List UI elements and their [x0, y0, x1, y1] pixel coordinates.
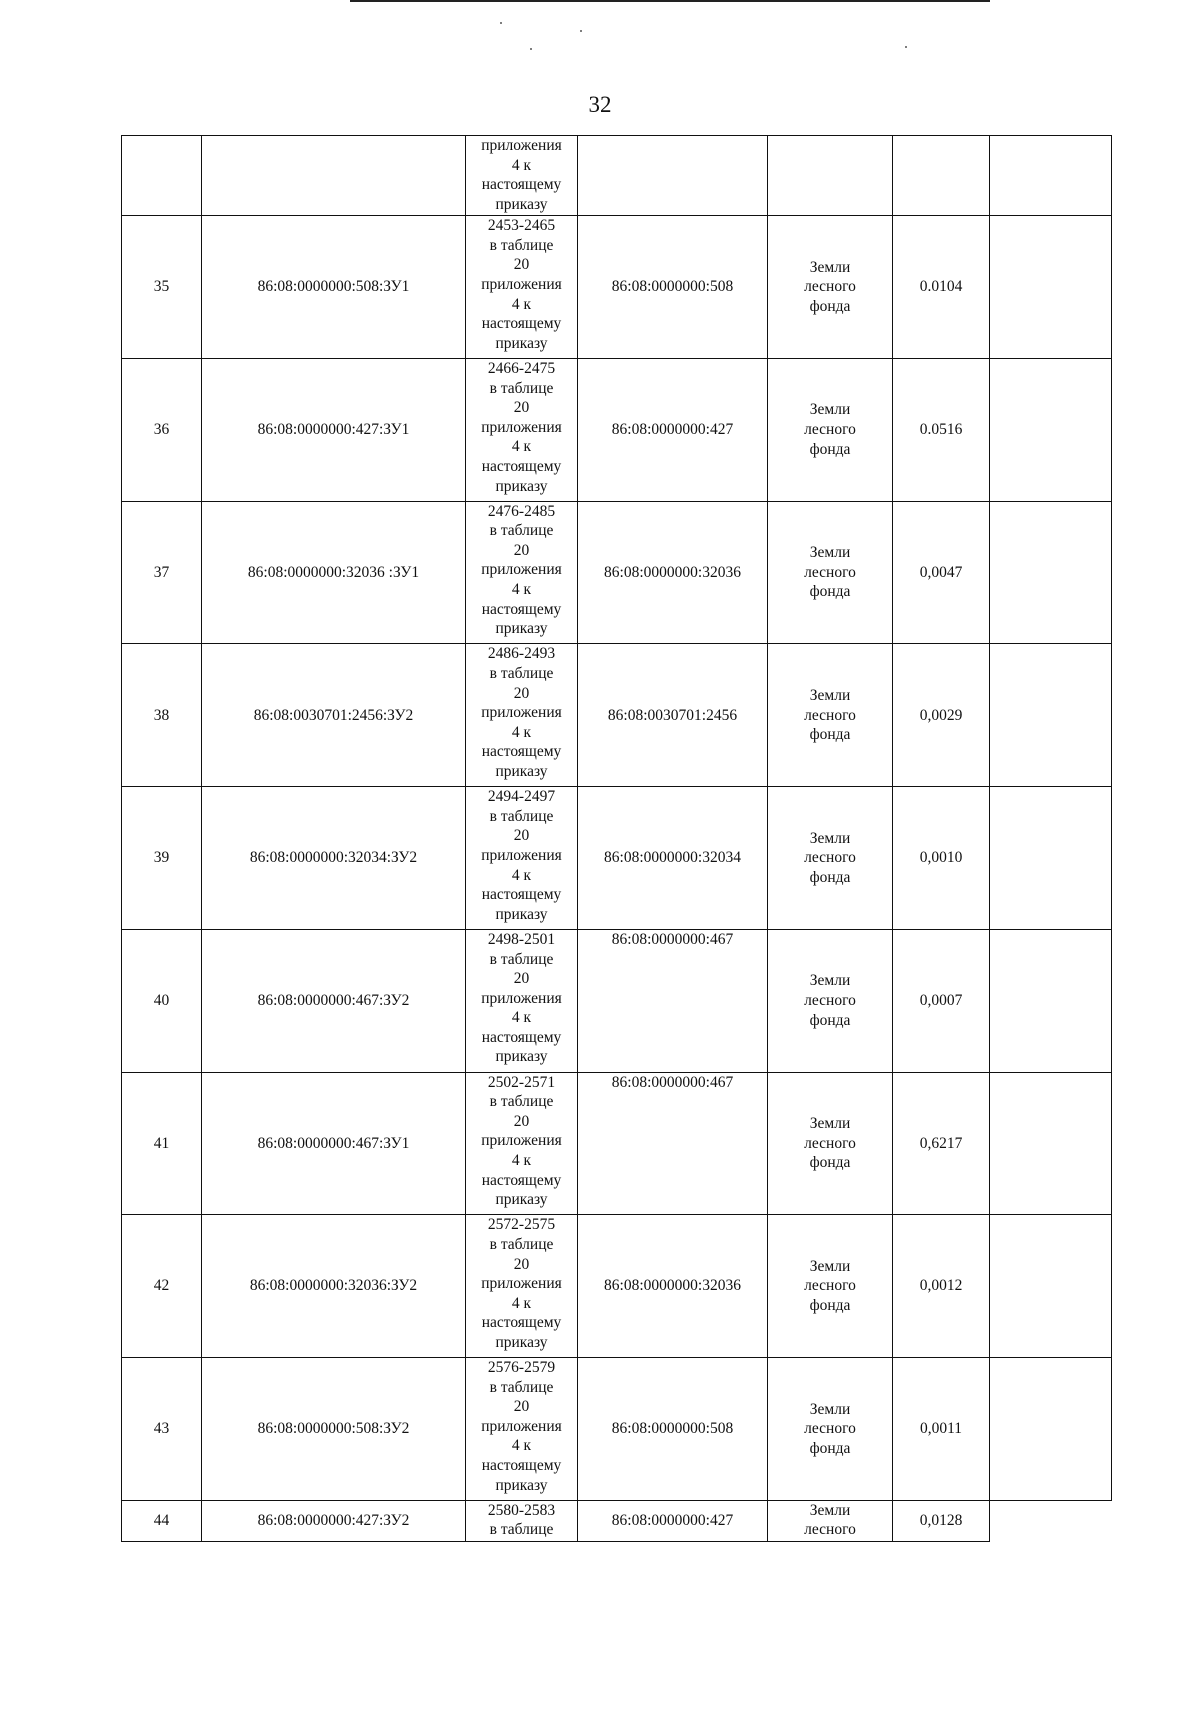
cell-area: 0.0104 [893, 216, 990, 359]
cell-plot-id: 86:08:0000000:32036 :ЗУ1 [202, 501, 466, 644]
cell-notes [990, 1215, 1112, 1358]
table-body [122, 136, 1112, 1542]
cell-cadastral: 86:08:0000000:508 [578, 1358, 768, 1501]
cell-cadastral: 86:08:0000000:427 [578, 1500, 768, 1541]
cell-category: Земли лесного [768, 1500, 893, 1541]
cell-notes [990, 136, 1112, 216]
cell-notes [990, 644, 1112, 787]
cell-category: Земли лесного фонда [768, 1358, 893, 1501]
table-row [122, 929, 1112, 1072]
cell-number: 36 [122, 358, 202, 501]
cell-area: 0,0010 [893, 787, 990, 930]
scan-speck [500, 22, 502, 24]
cell-area: 0,0012 [893, 1215, 990, 1358]
table-row [122, 136, 1112, 216]
cell-area: 0,0047 [893, 501, 990, 644]
cell-area: 0.0516 [893, 358, 990, 501]
cell-plot-id: 86:08:0000000:467:ЗУ2 [202, 929, 466, 1072]
scan-speck [580, 30, 582, 32]
cell-plot-id: 86:08:0000000:427:ЗУ1 [202, 358, 466, 501]
cell-notes [990, 216, 1112, 359]
cell-points: 2494-2497 в таблице 20 приложения 4 к настоящему приказу [466, 787, 578, 930]
cell-number: 38 [122, 644, 202, 787]
cell-plot-id [202, 136, 466, 216]
cell-notes [990, 929, 1112, 1072]
cell-points: 2476-2485 в таблице 20 приложения 4 к настоящему приказу [466, 501, 578, 644]
cell-points: 2502-2571 в таблице 20 приложения 4 к настоящему приказу [466, 1072, 578, 1215]
cell-number: 37 [122, 501, 202, 644]
cell-plot-id: 86:08:0000000:32036:ЗУ2 [202, 1215, 466, 1358]
cell-cadastral: 86:08:0000000:467 [578, 1072, 768, 1215]
scan-speck [530, 48, 532, 50]
top-scan-line [350, 0, 990, 2]
cell-category [768, 136, 893, 216]
cell-area: 0,6217 [893, 1072, 990, 1215]
cell-points: 2580-2583 в таблице [466, 1500, 578, 1541]
cell-category: Земли лесного фонда [768, 216, 893, 359]
cell-cadastral: 86:08:0000000:32036 [578, 501, 768, 644]
page-number: 32 [588, 92, 612, 117]
cell-notes [990, 787, 1112, 930]
cell-area: 0,0029 [893, 644, 990, 787]
cell-number: 41 [122, 1072, 202, 1215]
cell-cadastral: 86:08:0000000:508 [578, 216, 768, 359]
cell-points: 2486-2493 в таблице 20 приложения 4 к настоящему приказу [466, 644, 578, 787]
cell-category: Земли лесного фонда [768, 929, 893, 1072]
cell-plot-id: 86:08:0000000:508:ЗУ2 [202, 1358, 466, 1501]
cell-number: 40 [122, 929, 202, 1072]
cell-area [893, 136, 990, 216]
scan-speck [905, 46, 907, 48]
cell-cadastral: 86:08:0030701:2456 [578, 644, 768, 787]
table-row [122, 501, 1112, 644]
table-row [122, 787, 1112, 930]
cell-notes [990, 1358, 1112, 1501]
cell-cadastral: 86:08:0000000:32036 [578, 1215, 768, 1358]
table-row [122, 216, 1112, 359]
cell-plot-id: 86:08:0000000:32034:ЗУ2 [202, 787, 466, 930]
cell-cadastral [578, 136, 768, 216]
cell-points: приложения 4 к настоящему приказу [466, 136, 578, 216]
cell-category: Земли лесного фонда [768, 1215, 893, 1358]
cell-number: 44 [122, 1500, 202, 1541]
cell-category: Земли лесного фонда [768, 358, 893, 501]
cell-points: 2572-2575 в таблице 20 приложения 4 к настоящему приказу [466, 1215, 578, 1358]
cell-notes [990, 358, 1112, 501]
cell-category: Земли лесного фонда [768, 1072, 893, 1215]
cell-number: 39 [122, 787, 202, 930]
cell-number: 42 [122, 1215, 202, 1358]
land-plots-table [121, 135, 1112, 1542]
cell-notes [990, 1072, 1112, 1215]
cell-plot-id: 86:08:0030701:2456:ЗУ2 [202, 644, 466, 787]
table-row [122, 1072, 1112, 1215]
cell-cadastral: 86:08:0000000:427 [578, 358, 768, 501]
table-row [122, 1500, 1112, 1541]
cell-plot-id: 86:08:0000000:427:ЗУ2 [202, 1500, 466, 1541]
cell-cadastral: 86:08:0000000:467 [578, 929, 768, 1072]
table-row [122, 1358, 1112, 1501]
cell-number: 35 [122, 216, 202, 359]
cell-points: 2466-2475 в таблице 20 приложения 4 к настоящему приказу [466, 358, 578, 501]
cell-number: 43 [122, 1358, 202, 1501]
cell-plot-id: 86:08:0000000:467:ЗУ1 [202, 1072, 466, 1215]
cell-category: Земли лесного фонда [768, 501, 893, 644]
cell-area: 0,0011 [893, 1358, 990, 1501]
cell-area: 0,0128 [893, 1500, 990, 1541]
cell-cadastral: 86:08:0000000:32034 [578, 787, 768, 930]
cell-plot-id: 86:08:0000000:508:ЗУ1 [202, 216, 466, 359]
cell-points: 2576-2579 в таблице 20 приложения 4 к настоящему приказу [466, 1358, 578, 1501]
cell-number [122, 136, 202, 216]
cell-category: Земли лесного фонда [768, 787, 893, 930]
cell-points: 2453-2465 в таблице 20 приложения 4 к настоящему приказу [466, 216, 578, 359]
table-row [122, 1215, 1112, 1358]
cell-category: Земли лесного фонда [768, 644, 893, 787]
table-row [122, 358, 1112, 501]
cell-notes [990, 501, 1112, 644]
table-row [122, 644, 1112, 787]
cell-points: 2498-2501 в таблице 20 приложения 4 к настоящему приказу [466, 929, 578, 1072]
cell-notes [990, 1500, 1112, 1541]
cell-area: 0,0007 [893, 929, 990, 1072]
